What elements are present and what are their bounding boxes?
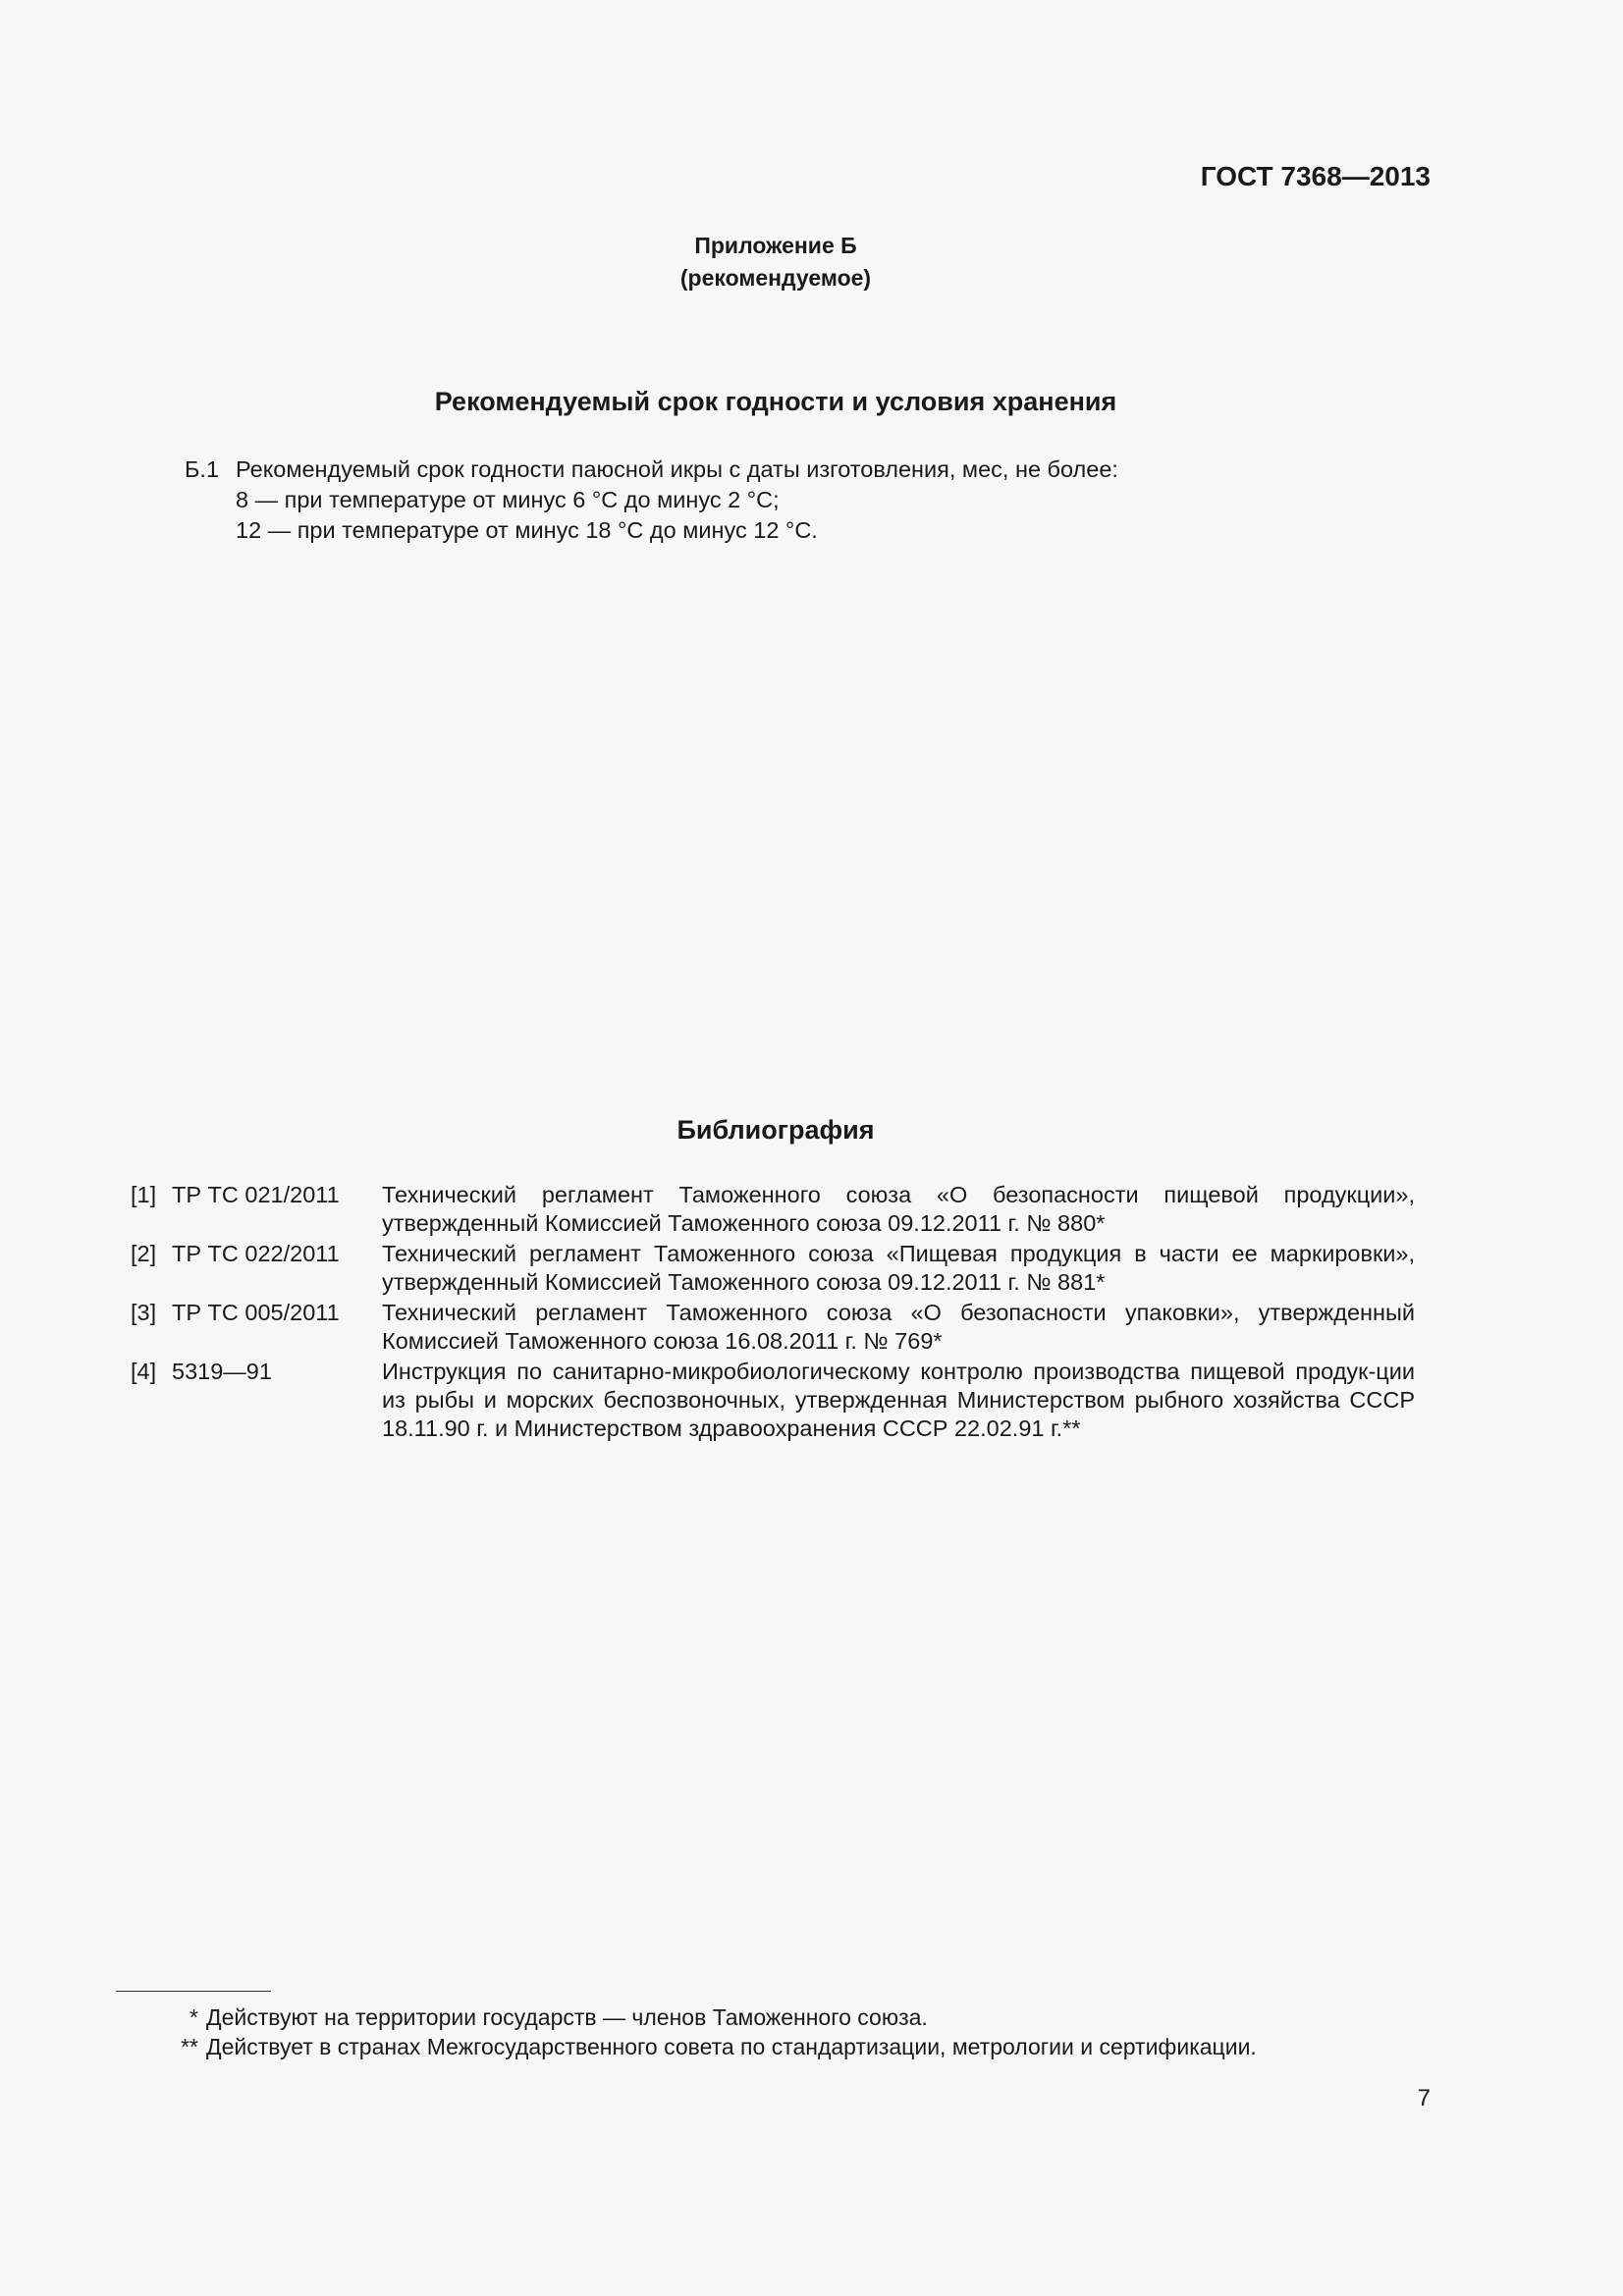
bibliography-list [131,1181,1415,1445]
entry-code: ТР ТС 021/2011 [172,1182,340,1207]
bibliography-entry [131,1358,1415,1443]
clause-number: Б.1 [185,456,220,482]
footnote-text: Действует в странах Межгосударственного совета по стандартизации, метрологии и сертификации. [206,2034,1257,2059]
page-number: 7 [1417,2085,1431,2111]
appendix-status: (рекомендуемое) [679,265,872,291]
footnote [171,2002,928,2032]
clause-line: 8 — при температуре от минус 6 °С до минус 2 °С; [236,487,780,512]
footnote-text: Действуют на территории государств — членов Таможенного союза. [206,2004,928,2030]
appendix-title: Приложение Б [694,233,857,258]
entry-code: ТР ТС 022/2011 [172,1241,340,1266]
entry-code: ТР ТС 005/2011 [172,1300,340,1325]
bibliography-entry [131,1240,1415,1297]
appendix-heading [0,230,1551,294]
entry-number: [2] [131,1241,157,1266]
entry-number: [4] [131,1359,157,1384]
clause-text: Рекомендуемый срок годности паюсной икры с даты изготовления, мес, не более: [236,456,1118,482]
section-title: Рекомендуемый срок годности и условия хранения [434,387,1117,416]
entry-number: [3] [131,1300,157,1325]
footnote-mark: * [189,2004,198,2030]
footnote-separator [116,1991,271,1992]
entry-description: Инструкция по санитарно-микробиологическому контролю производства пищевой продук-ции из рыбы и морских беспозвоночных, утвержденная Министерством рыбного хозяйства СССР 18.11.90 г. и Министерством здравоохранения СССР 22.02.91 г.** [382,1359,1415,1441]
entry-description: Технический регламент Таможенного союза «Пищевая продукция в части ее маркировки», утвержденный Комиссией Таможенного союза 09.12.2011 г. № 881* [382,1241,1415,1295]
entry-description: Технический регламент Таможенного союза «О безопасности упаковки», утвержденный Комиссией Таможенного союза 16.08.2011 г. № 769* [382,1300,1415,1354]
bibliography-title: Библиография [676,1115,875,1145]
bibliography-entry [131,1181,1415,1238]
bibliography-entry [131,1299,1415,1356]
clause-line: 12 — при температуре от минус 18 °С до минус 12 °С. [236,517,818,543]
footnote-mark: ** [181,2034,198,2059]
footnote [171,2032,1257,2061]
entry-description: Технический регламент Таможенного союза «О безопасности пищевой продукции», утвержденный Комиссией Таможенного союза 09.12.2011 г. № 880* [382,1182,1415,1236]
entry-code: 5319—91 [172,1359,272,1384]
entry-number: [1] [131,1182,157,1207]
standard-id: ГОСТ 7368—2013 [1200,161,1431,191]
